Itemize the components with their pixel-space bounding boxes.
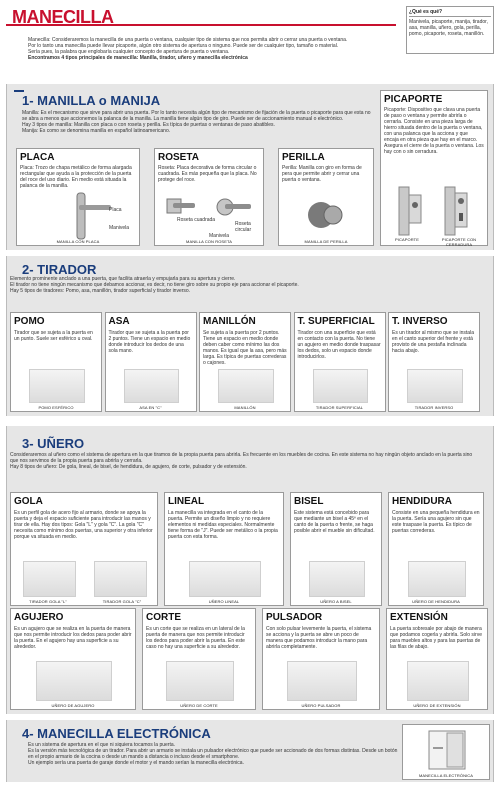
roseta-card <box>154 148 264 246</box>
lineal-text: La manecilla va integrada en el canto de la puerta. Permite un diseño limpio y no requiere elementos ni medidas especiales. Normalmente tiene forma de "J". Puede ser metálico o la propia puerta con esta forma. <box>168 510 278 540</box>
agujero-caption: UÑERO DE AGUJERO <box>51 703 95 708</box>
lineal-image <box>189 561 261 597</box>
intro-line-2: Por lo tanto una manecilla puede llevar picaporte, algún otro sistema de apertura o ninguno. Puede ser de cualquier tipo, tamaño o material. <box>28 43 339 49</box>
pulsador-image <box>287 661 358 701</box>
hendidura-title: HENDIDURA <box>392 496 452 507</box>
asa-text: Tirador que se sujeta a la puerta por 2 puntos. Tiene un espacio en medio donde introducir los dedos de una sola mano. <box>108 330 191 354</box>
tirador-inverso-title: T. INVERSO <box>392 316 448 327</box>
section-3-title: 3- UÑERO <box>22 436 85 451</box>
hendidura-card <box>388 492 484 606</box>
manillon-card <box>199 312 291 412</box>
extension-text: La puerta sobresale por abajo de manera que podamos cogerla y abrirla. Solo sirve para muebles altos y para las puertas de las filas de abajo. <box>390 626 482 650</box>
roseta-label-square: Roseta cuadrada <box>177 217 216 223</box>
tirador-superficial-text: Tirador con una superficie que está en contacto con la puerta. No tiene un agujero en medio donde traspasar los dedos, solo un espacio donde introducirlos. <box>297 330 381 360</box>
pomo-caption: POMO ESFÉRICO <box>38 405 74 410</box>
lineal-title: LINEAL <box>168 496 205 507</box>
corte-title: CORTE <box>146 612 181 623</box>
picaporte-lock-image <box>439 185 469 237</box>
bisel-text: Este sistema está concebido para que mediante un bisel a 45º en el canto de la puerta o frente, se haga posible abrir el mueble sin dificultad. <box>294 510 375 534</box>
section-1-title: 1- MANILLA o MANIJA <box>22 93 161 108</box>
pulsador-card <box>262 608 380 710</box>
asa-title: ASA <box>108 316 130 327</box>
s4-line-3: Un ejemplo sería una puerta de garaje donde el motor y el mando serían la manecilla electrónica. <box>28 760 244 766</box>
hendidura-caption: UÑERO DE HENDIDURA <box>412 599 460 604</box>
s4-line-1: Es un sistema de apertura en el que ni siquiera tocamos la puerta. <box>28 742 176 748</box>
picaporte-card <box>380 90 488 246</box>
asa-caption: ASA EN "C" <box>139 405 162 410</box>
agujero-image <box>36 661 112 701</box>
s1-line-1: Manilla: Es el mecanismo que sirve para abrir una puerta. Por lo tanto necesita algún tipo de mecanismo de fijación de la puerta o picaporte para que esta no se abra a menos que accionemos la palanca de la manilla. La manilla tiene algún tipo de giro. Puede ser de accionamiento manual o electrónico. <box>22 110 371 122</box>
bisel-card <box>290 492 382 606</box>
intro-line-1: Manecilla: Consideraremos la manecilla de una puerta o ventana, cualquier tipo de sistema que nos permita abrir o cerrar una puerta o ventana. <box>28 37 348 43</box>
tirador-superficial-title: T. SUPERFICIAL <box>297 316 375 327</box>
gola-image <box>23 561 76 597</box>
picaporte-title: PICAPORTE <box>384 94 443 105</box>
placa-caption: MANILLA CON PLACA <box>56 239 100 244</box>
electronica-card <box>402 724 490 780</box>
aside-text: Manivela, picaporte, manija, tirador, asa, manilla, uñero, gola, perilla, pomo, picaporte, roseta, manillón. <box>409 19 488 37</box>
section-2-text <box>10 276 480 294</box>
bisel-image <box>309 561 364 597</box>
pomo-text: Tirador que se sujeta a la puerta en un punto. Suele ser esférico u oval. <box>14 330 93 342</box>
asa-card <box>105 312 197 412</box>
section-1-text <box>22 110 374 134</box>
tirador-inverso-card <box>388 312 480 412</box>
roseta-label-manivela: Manivela <box>209 233 230 239</box>
extension-title: EXTENSIÓN <box>390 612 448 623</box>
s3-line-1: Consideraremos al uñero como el sistema de apertura en la que tiramos de la propia puerta para abrirla. Es frecuente en los muebles de cocina. En este sistema no hay ningún objeto anclado en la puerta sino que nos servimos de la propia puerta para abrirla y cerrarla. <box>10 452 473 464</box>
pomo-image <box>29 369 84 403</box>
agujero-card <box>10 608 136 710</box>
tirador-inverso-caption: TIRADOR INVERSO <box>414 405 454 410</box>
electronica-caption: MANECILLA ELECTRÓNICA <box>418 773 474 778</box>
picaporte-text: Picaporte: Dispositivo que clava una puerta de paso o ventana y permite abrirla o cerrarla. Consiste en una pieza larga de hierro situada dentro de la puerta o ventana, con una palanca que la acciona y que encaja en otra pieza que hay en el marco. Asegura el cierre de la puerta o ventana. Los hay con o sin cerradura. <box>384 107 484 155</box>
manillon-image <box>218 369 273 403</box>
tirador-superficial-caption: TIRADOR SUPERFICIAL <box>315 405 364 410</box>
picaporte-lock-caption: PICAPORTE CON CERRADURA <box>441 237 477 247</box>
extension-image <box>407 661 468 701</box>
manillon-caption: MANILLÓN <box>234 405 256 410</box>
lineal-caption: UÑERO LINEAL <box>208 599 240 604</box>
perilla-image <box>307 197 347 233</box>
roseta-text: Roseta: Placa decorativa de forma circular o cuadrada. Es más pequeña que la placa. No protege del roce. <box>158 165 257 183</box>
electronic-cabinet-image <box>427 729 467 771</box>
s1-line-3: Manija: Es como se denomina manilla en español latinoamericano. <box>22 128 171 134</box>
picaporte-image <box>393 185 423 237</box>
s2-line-1: Elemento prominente anclado a una puerta, que facilita atraerla y empujarla para su apertura y cierre. <box>10 276 236 282</box>
gola-caption: TIRADOR GOLA "L" <box>29 599 67 604</box>
gola-title: GOLA <box>14 496 43 507</box>
placa-card <box>16 148 140 246</box>
bisel-title: BISEL <box>294 496 324 507</box>
s4-line-2: Es la versión más tecnológica de un tirador. Para abrir un armario se instala un pulsador electrónico que puede ser accionado de dos formas distintas. Desde un botón en el propio armario de la cocina o desde un mando a distancia o incluso desde el smartphone. <box>28 748 398 760</box>
intro-line-4: Encontramos 4 tipos principales de manecilla: Manilla, tirador, uñero y manecilla electrónica <box>28 55 248 61</box>
s2-line-2: El tirador no tiene ningún mecanismo que debamos accionar, es decir, no tiene giro sobre su propio eje para accionar el picaporte. <box>10 282 299 288</box>
gola-card <box>10 492 158 606</box>
manillon-text: Se sujeta a la puerta por 2 puntos. Tiene un espacio en medio donde deben caber como mínimo las dos manos. Es igual que la asa, pero más larga. Es típica de puertas correderas o cajones. <box>203 330 287 366</box>
placa-label-manivela: Manivela <box>109 225 130 231</box>
placa-label-placa: Placa <box>109 207 122 213</box>
hendidura-image <box>408 561 466 597</box>
gola-text: Es un perfil gola de acero fijo al armario, donde se apoya la puerta y deja el espacio suficiente para introducir las manos y tirar de ella. Hay dos tipos: Gola "L" y gola "C". La gola "C" necesita como mínimo dos puertas, una superior y otra inferior porque va situada en medio. <box>14 510 153 540</box>
s1-line-2: Hay 3 tipos de manilla: Manilla con placa o con roseta y perilla. Es típica de puertas o ventanas de paso abatibles. <box>22 122 275 128</box>
bisel-caption: UÑERO A BISEL <box>320 599 352 604</box>
s2-line-3: Hay 5 tipos de tiradores: Pomo, asa, manillón, tirador superficial y tirador inverso. <box>10 288 191 294</box>
intro-line-3: Sería pues, la palabra que englobaría cualquier concepto de apertura de puerta o ventana. <box>28 49 230 55</box>
gola-image-2 <box>94 561 147 597</box>
agujero-title: AGUJERO <box>14 612 64 623</box>
corte-caption: UÑERO DE CORTE <box>180 703 218 708</box>
placa-text: Placa: Trozo de chapa metálico de forma alargada rectangular que ayuda a la protección de la puerta del roce del uso diario. En medio está situada la palanca de la manilla. <box>20 165 132 189</box>
page-title-bar <box>6 6 396 26</box>
picaporte-caption: PICAPORTE <box>395 237 419 242</box>
corte-image <box>166 661 234 701</box>
tirador-superficial-card <box>294 312 386 412</box>
tirador-inverso-image <box>407 369 462 403</box>
roseta-caption: MANILLA CON ROSETA <box>186 239 232 244</box>
section-3-text <box>10 452 480 470</box>
section-4-text <box>28 742 398 766</box>
perilla-card <box>278 148 374 246</box>
section-4-title: 4- MANECILLA ELECTRÓNICA <box>22 726 211 741</box>
extension-card <box>386 608 488 710</box>
aside-box <box>406 6 494 54</box>
roseta-title: ROSETA <box>158 152 199 163</box>
placa-title: PLACA <box>20 152 55 163</box>
placa-image <box>57 191 117 241</box>
perilla-text: Perilla: Manilla con giro en forma de pera que permite abrir y cerrar una puerta o ventana. <box>282 165 362 183</box>
pulsador-caption: UÑERO PULSADOR <box>301 703 341 708</box>
corte-card <box>142 608 256 710</box>
lineal-card <box>164 492 284 606</box>
corte-text: Es un corte que se realiza en un lateral de la puerta de manera que nos permite introducir los dedos para poder abrir la puerta. En este caso no hay una superficie a su alrededor. <box>146 626 245 650</box>
pulsador-text: Con solo pulsar levemente la puerta, el sistema se acciona y la puerta se abre un poco de manera que podamos introducir la mano para abrirla completamente. <box>266 626 372 650</box>
manillon-title: MANILLÓN <box>203 316 256 327</box>
pulsador-title: PULSADOR <box>266 612 323 623</box>
perilla-title: PERILLA <box>282 152 325 163</box>
s3-line-2: Hay 8 tipos de uñero: De gola, lineal, de bisel, de hendidura, de agujero, de corte, pulsador y de extensión. <box>10 464 247 470</box>
roseta-label-circle: Roseta circular <box>235 221 252 233</box>
section-1-rule <box>14 90 24 92</box>
pomo-title: POMO <box>14 316 45 327</box>
gola-caption-2: TIRADOR GOLA "C" <box>102 599 142 604</box>
pomo-card <box>10 312 102 412</box>
extension-caption: UÑERO DE EXTENSIÓN <box>413 703 461 708</box>
agujero-text: Es un agujero que se realiza en la puerta de manera que nos permite introducir los dedos para poder abrir la puerta. En el agujero hay una superficie a su alrededor. <box>14 626 132 650</box>
perilla-caption: MANILLA DE PERILLA <box>304 239 348 244</box>
tirador-superficial-image <box>313 369 368 403</box>
intro <box>28 37 400 61</box>
hendidura-text: Consiste en una pequeña hendidura en la puerta. Sería una agujero sin que este traspase la puerta. Es típico de puertas correderas. <box>392 510 480 534</box>
tirador-inverso-text: Es un tirador al mismo que se instala en el canto superior del frente y está provisto de una pestaña inclinada hacia abajo. <box>392 330 474 354</box>
aside-title: ¿Qué es qué? <box>409 9 491 17</box>
section-2-title: 2- TIRADOR <box>22 262 97 277</box>
asa-image <box>124 369 179 403</box>
page-title: MANECILLA <box>12 7 114 27</box>
